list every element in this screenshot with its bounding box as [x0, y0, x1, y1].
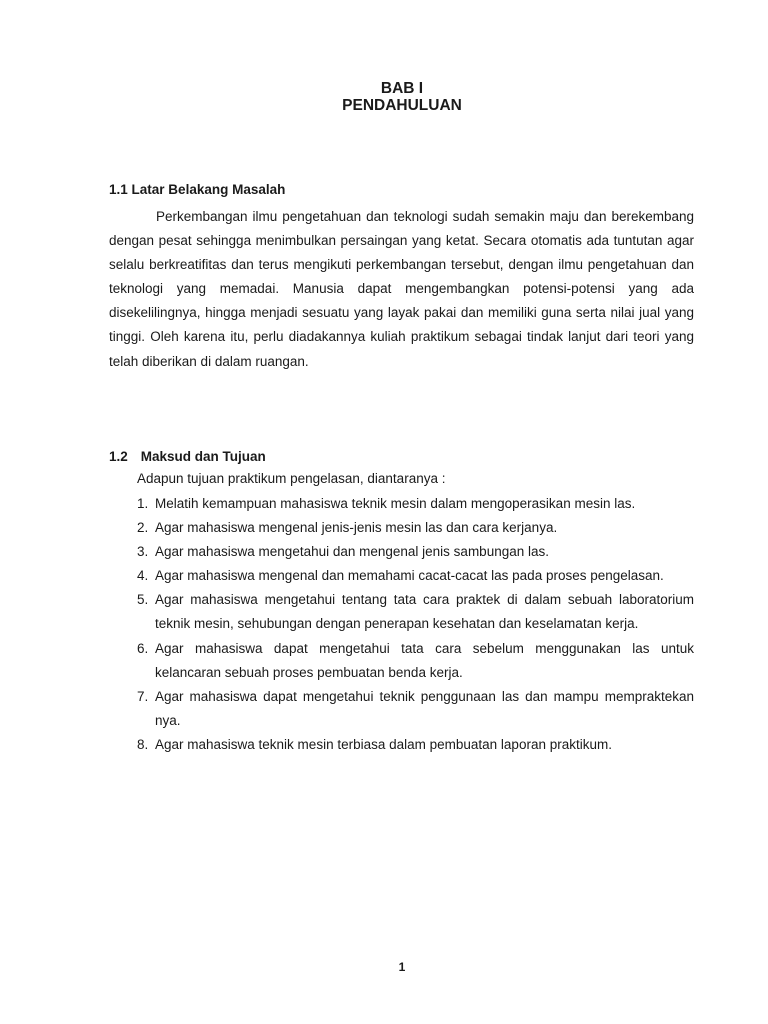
list-item-text: Melatih kemampuan mahasiswa teknik mesin dalam mengoperasikan mesin las.: [155, 496, 636, 511]
objectives-list: [137, 492, 694, 757]
list-item: [137, 564, 694, 588]
list-item-number: 2.: [137, 520, 149, 536]
list-item: [137, 492, 694, 516]
list-item: [137, 733, 694, 757]
list-item: [137, 516, 694, 540]
list-item-number: 5.: [137, 592, 149, 608]
background-paragraph: Perkembangan ilmu pengetahuan dan teknologi sudah semakin maju dan berekembang dengan pesat sehingga menimbulkan persaingan yang ketat. Secara otomatis ada tuntutan agar selalu berkreatifitas dan terus mengikuti perkembangan tersebut, dengan ilmu pengetahuan dan teknologi yang memadai. Manusia dapat mengembangkan potensi-potensi yang ada disekelilingnya, hingga menjadi sesuatu yang layak pakai dan memiliki guna serta nilai jual yang tinggi. Oleh karena itu, perlu diadakannya kuliah praktikum sebagai tindak lanjut dari teori yang telah diberikan di dalam ruangan.: [109, 209, 694, 369]
list-item: [137, 588, 694, 636]
section-number: 1.2: [109, 449, 128, 464]
list-item: [137, 540, 694, 564]
page-number: 1: [398, 960, 406, 974]
list-item-number: 7.: [137, 688, 149, 704]
objectives-intro: Adapun tujuan praktikum pengelasan, diantaranya :: [137, 471, 446, 486]
list-item-text: Agar mahasiswa dapat mengetahui tata cara sebelum menggunakan las untuk kelancaran sebuah proses pembuatan benda kerja.: [155, 640, 694, 680]
section-title: Maksud dan Tujuan: [140, 449, 266, 464]
list-item-text: Agar mahasiswa mengenal jenis-jenis mesin las dan cara kerjanya.: [155, 520, 558, 536]
list-item-text: Agar mahasiswa teknik mesin terbiasa dalam pembuatan laporan praktikum.: [155, 736, 612, 752]
chapter-number: BAB I: [380, 80, 424, 97]
section-heading-latar-belakang: [109, 181, 285, 199]
list-item-number: 4.: [137, 568, 149, 584]
section-title: Latar Belakang Masalah: [131, 182, 286, 197]
section-number: 1.1: [109, 182, 128, 197]
section-heading-maksud-tujuan: [109, 448, 266, 466]
list-item-number: 1.: [137, 496, 149, 511]
list-item: [137, 685, 694, 733]
list-item-text: Agar mahasiswa mengetahui tentang tata cara praktek di dalam sebuah laboratorium teknik mesin, sehubungan dengan penerapan kesehatan dan keselamatan kerja.: [155, 592, 694, 632]
list-item-number: 6.: [137, 640, 149, 656]
list-item-number: 8.: [137, 736, 149, 752]
chapter-title: PENDAHULUAN: [342, 97, 462, 114]
list-item-text: Agar mahasiswa mengenal dan memahami cacat-cacat las pada proses pengelasan.: [155, 568, 664, 584]
list-item-text: Agar mahasiswa dapat mengetahui teknik penggunaan las dan mampu mempraktekan nya.: [155, 688, 694, 728]
list-item-number: 3.: [137, 544, 149, 560]
list-item: [137, 637, 694, 685]
list-item-text: Agar mahasiswa mengetahui dan mengenal jenis sambungan las.: [155, 544, 549, 560]
